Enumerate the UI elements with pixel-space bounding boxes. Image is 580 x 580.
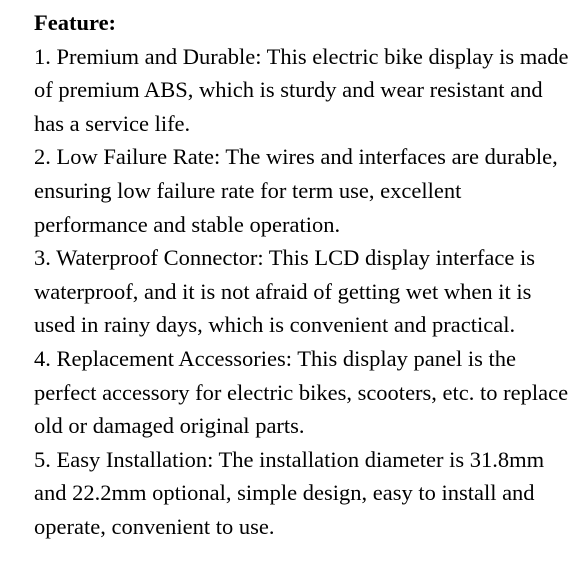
feature-item-premium-durable: 1. Premium and Durable: This electric bike display is made of premium ABS, which is sturdy and wear resistant and has a service life. — [34, 43, 569, 136]
feature-item-waterproof-connector: 3. Waterproof Connector: This LCD display interface is waterproof, and it is not afraid of getting wet when it is used in rainy days, which is convenient and practical. — [34, 245, 535, 338]
feature-item-replacement-accessories: 4. Replacement Accessories: This display panel is the perfect accessory for electric bikes, scooters, etc. to replace old or damaged original parts. — [34, 345, 569, 439]
feature-heading: Feature: — [34, 10, 117, 35]
feature-item-easy-installation: 5. Easy Installation: The installation diameter is 31.8mm and 22.2mm optional, simple design, easy to install and operate, convenient to use. — [34, 446, 545, 539]
feature-document — [34, 6, 574, 544]
feature-item-low-failure-rate: 2. Low Failure Rate: The wires and interfaces are durable, ensuring low failure rate for term use, excellent performance and stable operation. — [34, 144, 558, 237]
